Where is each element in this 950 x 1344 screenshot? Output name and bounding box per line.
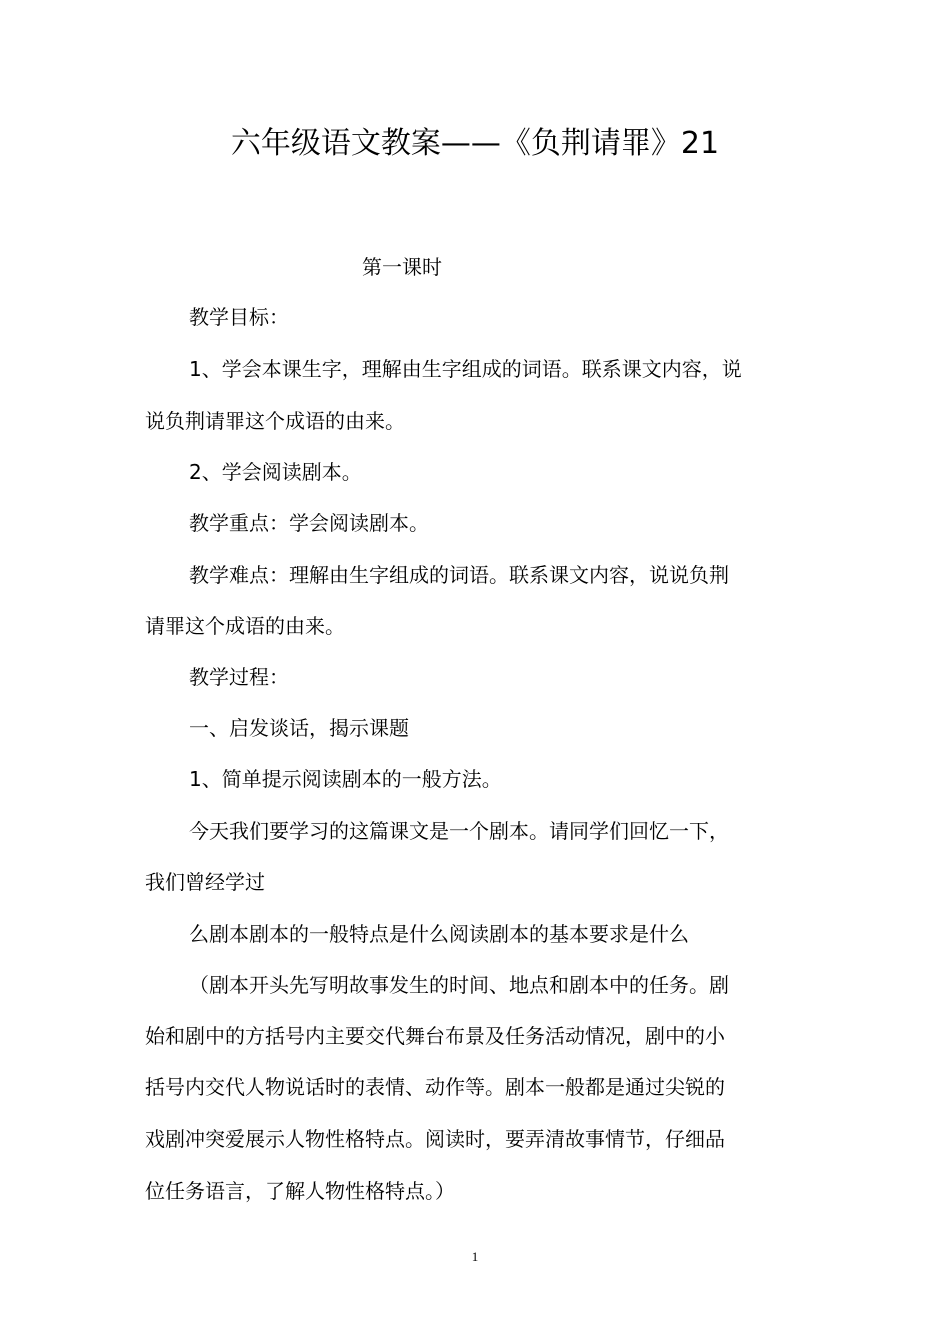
paragraph-line: 2、学会阅读剧本。 xyxy=(189,460,362,484)
paragraph-line: 始和剧中的方括号内主要交代舞台布景及任务活动情况，剧中的小 xyxy=(145,1024,725,1048)
paragraph-line: 么剧本剧本的一般特点是什么阅读剧本的基本要求是什么 xyxy=(189,922,689,946)
paragraph-line: （剧本开头先写明故事发生的时间、地点和剧本中的任务。剧 xyxy=(189,973,729,997)
paragraph-line: 我们曾经学过 xyxy=(145,870,265,894)
paragraph-line: 1、简单提示阅读剧本的一般方法。 xyxy=(189,767,502,791)
paragraph-line: 说负荆请罪这个成语的由来。 xyxy=(145,409,405,433)
page-number: 1 xyxy=(471,1249,479,1264)
paragraph-line: 括号内交代人物说话时的表情、动作等。剧本一般都是通过尖锐的 xyxy=(145,1075,725,1099)
lesson-subtitle: 第一课时 xyxy=(362,255,442,279)
paragraph-line: 教学难点：理解由生字组成的词语。联系课文内容，说说负荆 xyxy=(189,563,729,587)
paragraph-line: 一、启发谈话，揭示课题 xyxy=(189,716,409,740)
paragraph-line: 1、学会本课生字，理解由生字组成的词语。联系课文内容，说 xyxy=(189,357,742,381)
paragraph-line: 教学过程： xyxy=(189,665,289,689)
document-title: 六年级语文教案——《负荆请罪》21 xyxy=(230,126,720,161)
paragraph-line: 今天我们要学习的这篇课文是一个剧本。请同学们回忆一下， xyxy=(189,819,729,843)
paragraph-line: 戏剧冲突爱展示人物性格特点。阅读时，要弄清故事情节，仔细品 xyxy=(145,1127,725,1151)
paragraph-line: 教学目标： xyxy=(189,305,289,329)
paragraph-line: 教学重点：学会阅读剧本。 xyxy=(189,511,429,535)
paragraph-line: 请罪这个成语的由来。 xyxy=(145,614,345,638)
paragraph-line: 位任务语言，了解人物性格特点。） xyxy=(145,1179,455,1203)
